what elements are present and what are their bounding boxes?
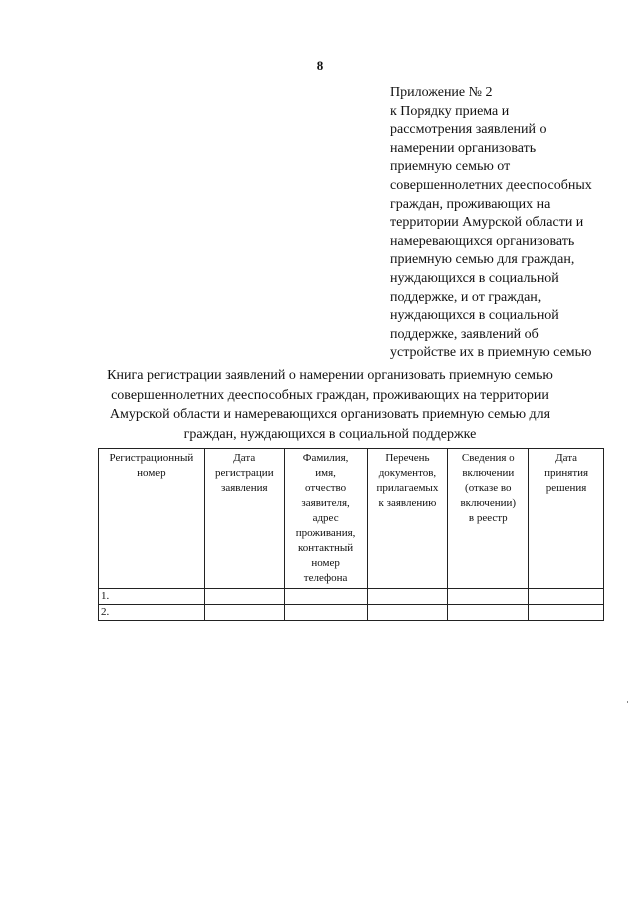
table-cell: [367, 589, 448, 605]
header-line: Сведения о: [461, 452, 515, 464]
table-header-row: [99, 449, 604, 589]
appendix-line: приемную семью от: [390, 159, 511, 175]
header-line: Регистрационный: [109, 452, 194, 464]
appendix-line: к Порядку приема и: [390, 103, 510, 119]
registration-table: [98, 448, 604, 621]
header-line: отчество: [305, 482, 347, 494]
appendix-line: граждан, проживающих на: [390, 196, 551, 212]
header-line: в реестр: [468, 512, 508, 524]
header-registry-inclusion: [448, 449, 529, 589]
appendix-line: намеревающихся организовать: [390, 233, 575, 249]
appendix-line: приемную семью для граждан,: [390, 252, 575, 268]
table-cell: [448, 589, 529, 605]
table-cell: [367, 605, 448, 621]
header-line: прилагаемых: [376, 482, 439, 494]
appendix-line: поддержке, и от граждан,: [390, 289, 542, 305]
header-line: решения: [545, 482, 587, 494]
header-decision-date: [529, 449, 604, 589]
appendix-line: Приложение № 2: [390, 85, 493, 100]
title-line: Амурской области и намеревающихся организовать приемную семью для: [109, 407, 551, 422]
header-documents-list: [367, 449, 448, 589]
table-cell: [529, 589, 604, 605]
document-title: [80, 366, 580, 444]
appendix-note: [390, 84, 630, 363]
table-cell: [204, 605, 284, 621]
appendix-line: нуждающихся в социальной: [390, 308, 559, 324]
header-line: имя,: [315, 467, 336, 479]
table-cell: [284, 589, 367, 605]
appendix-line: устройстве их в приемную семью: [390, 345, 592, 361]
header-line: документов,: [378, 467, 437, 479]
header-line: проживания,: [295, 527, 356, 539]
table-row: [99, 589, 604, 605]
header-line: включении): [460, 497, 517, 509]
appendix-line: поддержке, заявлений об: [390, 326, 539, 342]
header-line: контактный: [298, 542, 354, 554]
page-number: 8: [316, 58, 324, 73]
appendix-line: рассмотрения заявлений о: [390, 122, 547, 138]
header-line: Перечень: [385, 452, 430, 464]
table-cell: 1.: [99, 589, 205, 605]
appendix-line: намерении организовать: [390, 140, 537, 156]
scan-speck: [627, 701, 628, 703]
header-line: Фамилия,: [302, 452, 349, 464]
header-registration-date: [204, 449, 284, 589]
header-line: принятия: [544, 467, 589, 479]
header-line: заявителя,: [301, 497, 350, 509]
appendix-line: совершеннолетних дееспособных: [390, 177, 592, 193]
table-cell: [284, 605, 367, 621]
header-line: номер: [311, 557, 340, 569]
title-line: граждан, нуждающихся в социальной поддержке: [183, 426, 477, 442]
title-line: совершеннолетних дееспособных граждан, проживающих на территории: [111, 387, 549, 403]
header-line: Дата: [233, 452, 256, 464]
title-line: Книга регистрации заявлений о намерении организовать приемную семью: [107, 368, 553, 383]
header-line: (отказе во: [465, 482, 512, 494]
header-applicant-details: [284, 449, 367, 589]
appendix-line: нуждающихся в социальной: [390, 270, 559, 286]
header-line: заявления: [220, 482, 268, 494]
header-registration-number: [99, 449, 205, 589]
header-line: к заявлению: [378, 497, 437, 509]
header-line: включении: [462, 467, 515, 479]
header-line: номер: [137, 467, 166, 479]
appendix-line: территории Амурской области и: [390, 215, 584, 231]
table-cell: [529, 605, 604, 621]
table-cell: [448, 605, 529, 621]
table-row: [99, 605, 604, 621]
header-line: Дата: [555, 452, 578, 464]
header-line: телефона: [303, 572, 348, 584]
header-line: адрес: [312, 512, 339, 524]
table-cell: [204, 589, 284, 605]
header-line: регистрации: [214, 467, 274, 479]
table-cell: 2.: [99, 605, 205, 621]
